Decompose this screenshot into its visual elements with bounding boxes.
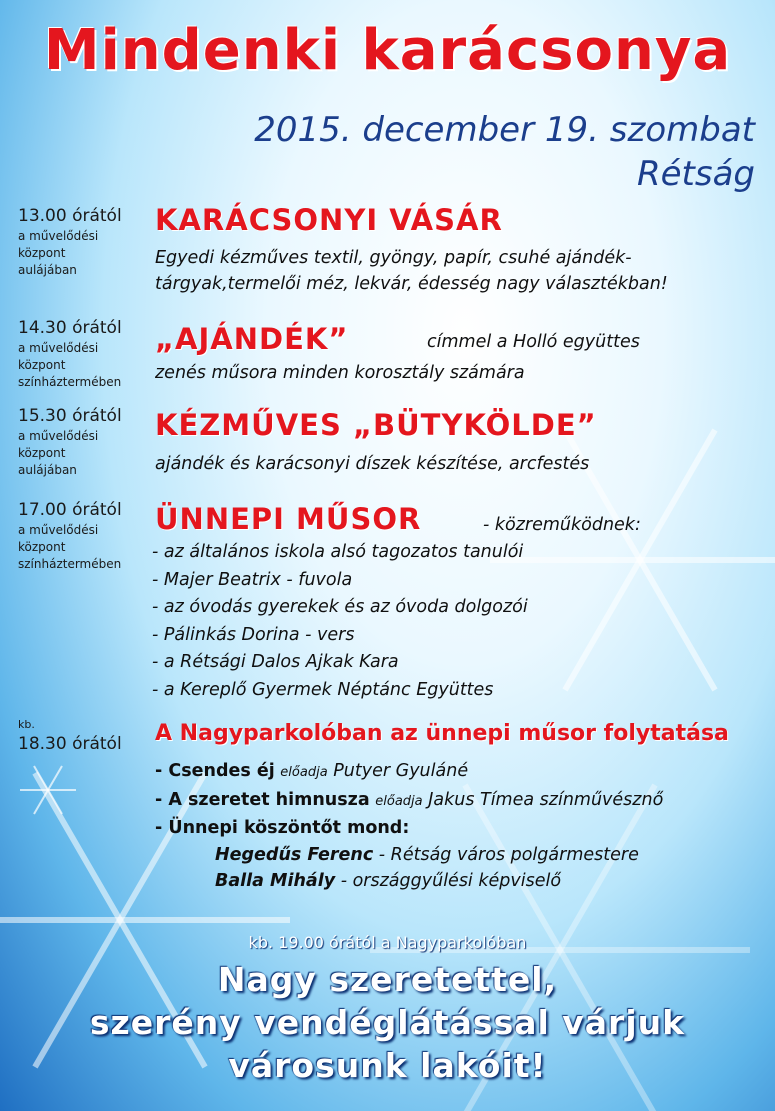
event-1-time: 13.00 órától xyxy=(18,206,122,226)
list-item: - Majer Beatrix - fuvola xyxy=(152,569,353,590)
event-3-description: ajándék és karácsonyi díszek készítése, arcfestés xyxy=(155,454,590,474)
location-line: a művelődési xyxy=(18,429,99,443)
poster-title: Mindenki karácsonya xyxy=(43,18,732,83)
location-line: a művelődési xyxy=(18,523,99,537)
program-title: - A szeretet himnusza xyxy=(155,789,370,810)
location-line: színháztermében xyxy=(18,557,122,571)
event-4-location xyxy=(18,522,158,573)
event-2-time: 14.30 órától xyxy=(18,318,122,338)
location-line: a művelődési xyxy=(18,341,99,355)
location-line: központ xyxy=(18,246,66,260)
finale-program xyxy=(155,758,663,895)
location-line: aulájában xyxy=(18,463,77,477)
speaker-role: - Rétság város polgármestere xyxy=(378,844,639,865)
program-small: előadja xyxy=(280,765,328,780)
finale-heading: A Nagyparkolóban az ünnepi műsor folytatása xyxy=(155,721,729,746)
list-item: - az általános iskola alsó tagozatos tanulói xyxy=(152,542,524,562)
program-small: előadja xyxy=(375,793,423,809)
location-line: központ xyxy=(18,540,66,554)
location-line: központ xyxy=(18,358,66,372)
closing-line-3: városunk lakóit! xyxy=(228,1046,547,1085)
event-4-heading-tail: - közreműködnek: xyxy=(483,515,641,535)
program-line xyxy=(155,787,663,816)
program-title: - Csendes éj xyxy=(155,761,275,781)
description-line: tárgyak,termelői méz, lekvár, édesség nagy választékban! xyxy=(155,274,668,294)
closing-line-1: Nagy szeretettel, xyxy=(217,960,558,999)
performer-list xyxy=(152,539,528,704)
location-line: a művelődési xyxy=(18,229,99,243)
program-performer: Putyer Gyuláné xyxy=(333,761,469,781)
speaker-line xyxy=(155,868,663,895)
speaker-name: Hegedűs Ferenc xyxy=(215,844,374,865)
speaker-role: - országgyűlési képviselő xyxy=(340,871,562,891)
closing-subtitle: kb. 19.00 órától a Nagyparkolóban xyxy=(248,933,527,952)
event-3-location xyxy=(18,428,158,479)
closing-line-2: szerény vendéglátással várjuk xyxy=(89,1003,686,1042)
list-item: - Pálinkás Dorina - vers xyxy=(152,624,355,645)
event-1-heading: KARÁCSONYI VÁSÁR xyxy=(155,203,503,237)
description-line: Egyedi kézműves textil, gyöngy, papír, csuhé ajándék- xyxy=(155,248,632,268)
event-2-heading-tail: címmel a Holló együttes xyxy=(427,332,640,352)
speaker-line xyxy=(155,842,663,869)
finale-time: 18.30 órától xyxy=(18,734,122,754)
place-name: Rétság xyxy=(636,154,755,194)
date-line: 2015. december 19. szombat xyxy=(254,110,755,150)
speaker-name: Balla Mihály xyxy=(215,871,336,891)
location-line: színháztermében xyxy=(18,375,122,389)
program-title: - Ünnepi köszöntőt mond: xyxy=(155,818,410,838)
event-3-time: 15.30 órától xyxy=(18,406,122,426)
event-4-time: 17.00 órától xyxy=(18,500,122,520)
event-1-description xyxy=(155,245,668,297)
event-2-description: zenés műsora minden korosztály számára xyxy=(155,363,525,383)
program-line xyxy=(155,758,663,787)
list-item: - az óvodás gyerekek és az óvoda dolgozói xyxy=(152,597,528,617)
date-block xyxy=(254,108,755,196)
location-line: központ xyxy=(18,446,66,460)
list-item: - a Kereplő Gyermek Néptánc Együttes xyxy=(152,679,494,700)
list-item: - a Rétsági Dalos Ajkak Kara xyxy=(152,652,399,672)
event-2-location xyxy=(18,340,158,391)
event-3-heading: KÉZMŰVES „BÜTYKÖLDE” xyxy=(155,408,597,442)
location-line: aulájában xyxy=(18,263,77,277)
program-performer: Jakus Tímea színművésznő xyxy=(428,789,664,810)
event-1-location xyxy=(18,228,158,279)
event-4-heading: ÜNNEPI MŰSOR xyxy=(155,502,422,536)
program-line xyxy=(155,815,663,842)
finale-kb: kb. xyxy=(18,718,35,731)
event-2-heading: „AJÁNDÉK” xyxy=(155,322,349,356)
